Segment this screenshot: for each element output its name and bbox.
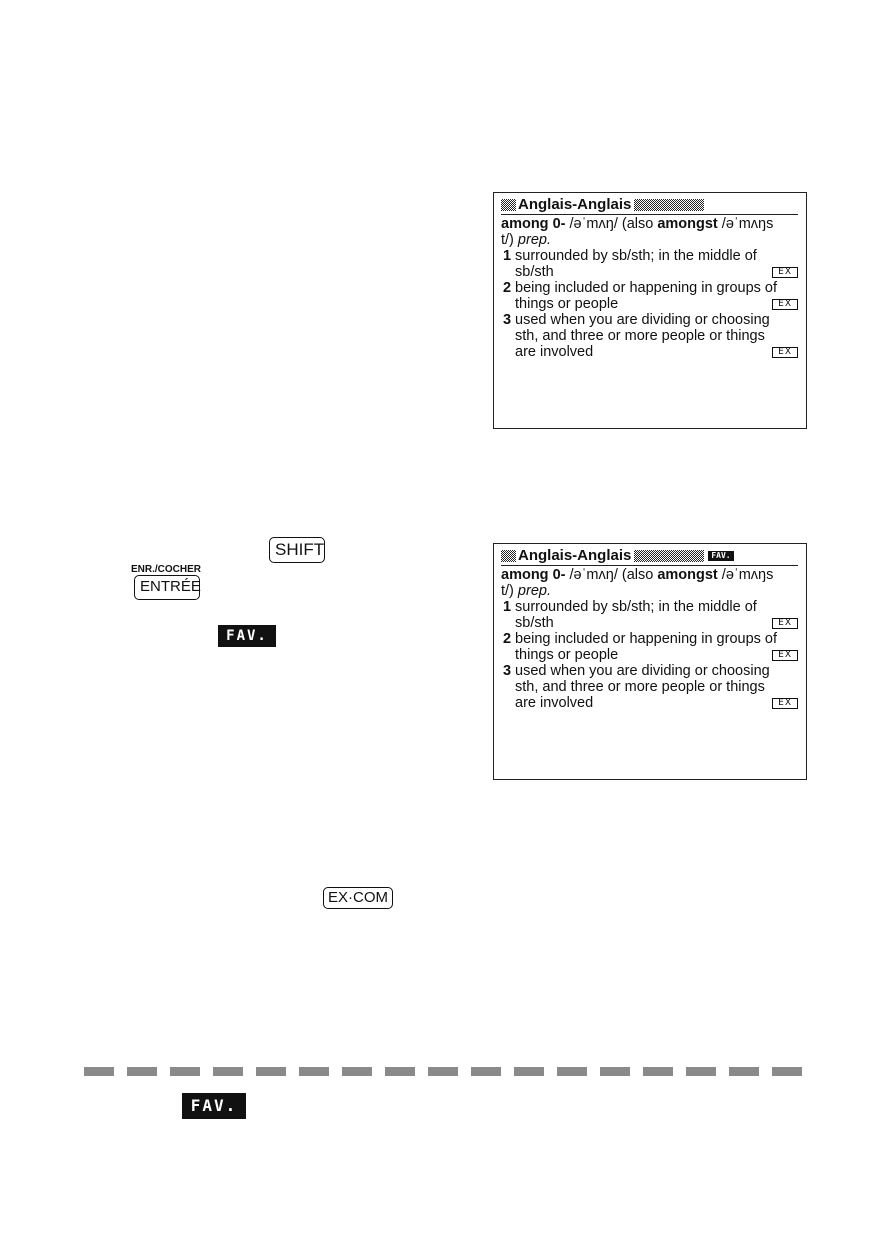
sense-text: being included or happening in groups of (515, 631, 778, 647)
sense-text: sth, and three or more people or things (515, 328, 765, 344)
alt-headword: amongst (657, 216, 718, 232)
screen-header (501, 547, 798, 566)
sense-text: surrounded by sb/sth; in the middle of (515, 599, 757, 615)
sense-text: things or people (515, 296, 619, 312)
entree-key[interactable]: ENTRÉE (134, 575, 200, 600)
entry-line-2 (501, 583, 798, 599)
fav-icon: FAV. (218, 625, 276, 647)
fav-icon: FAV. (708, 551, 733, 561)
key-word-icon: 0‑ (552, 216, 566, 232)
header-pattern-left (501, 550, 516, 562)
sense-number: 1 (503, 599, 512, 615)
sense-text: things or people (515, 647, 619, 663)
sense-text: are involved (515, 695, 594, 711)
sense-text: used when you are dividing or choosing (515, 663, 770, 679)
sense-1[interactable] (501, 599, 798, 631)
alt-pronunciation: /əˈmʌŋs (721, 567, 774, 583)
part-of-speech: prep. (517, 583, 551, 599)
example-button[interactable]: EX (772, 698, 798, 709)
alt-headword: amongst (657, 567, 718, 583)
sense-number: 3 (503, 312, 512, 328)
sense-2[interactable] (501, 280, 798, 312)
header-pattern-right (634, 199, 704, 211)
dictionary-title: Anglais-Anglais (518, 196, 632, 213)
sense-2[interactable] (501, 631, 798, 663)
sense-text: sth, and three or more people or things (515, 679, 765, 695)
entree-key-label: ENR./COCHER (131, 564, 202, 575)
shift-key[interactable]: SHIFT (269, 537, 325, 563)
sense-number: 1 (503, 248, 512, 264)
example-button[interactable]: EX (772, 267, 798, 278)
header-pattern-left (501, 199, 516, 211)
header-pattern-right (634, 550, 704, 562)
sense-3[interactable] (501, 663, 798, 711)
sense-text: sb/sth (515, 264, 554, 280)
entry-line-1 (501, 567, 798, 583)
sense-text: are involved (515, 344, 594, 360)
sense-3[interactable] (501, 312, 798, 360)
example-button[interactable]: EX (772, 347, 798, 358)
example-button[interactable]: EX (772, 650, 798, 661)
sense-text: surrounded by sb/sth; in the middle of (515, 248, 757, 264)
dictionary-screen-after (493, 543, 807, 780)
dictionary-screen-before (493, 192, 807, 429)
headword: among (501, 567, 549, 583)
key-word-icon: 0‑ (552, 567, 566, 583)
screen-header (501, 196, 798, 215)
alt-pronunciation: /əˈmʌŋs (721, 216, 774, 232)
entry-line-2 (501, 232, 798, 248)
dictionary-title: Anglais-Anglais (518, 547, 632, 564)
pronunciation: /əˈmʌŋ/ (also (569, 567, 658, 583)
pronunciation: /əˈmʌŋ/ (also (569, 216, 658, 232)
pronunciation-cont: t/) (501, 232, 518, 248)
example-button[interactable]: EX (772, 299, 798, 310)
sense-number: 3 (503, 663, 512, 679)
sense-text: being included or happening in groups of (515, 280, 778, 296)
entry-line-1 (501, 216, 798, 232)
sense-1[interactable] (501, 248, 798, 280)
sense-number: 2 (503, 631, 512, 647)
excom-key[interactable]: EX·COM (323, 887, 393, 909)
headword: among (501, 216, 549, 232)
part-of-speech: prep. (517, 232, 551, 248)
sense-text: used when you are dividing or choosing (515, 312, 770, 328)
note-separator (84, 1067, 808, 1076)
fav-icon-note: FAV. (182, 1093, 246, 1119)
sense-text: sb/sth (515, 615, 554, 631)
pronunciation-cont: t/) (501, 583, 518, 599)
sense-number: 2 (503, 280, 512, 296)
example-button[interactable]: EX (772, 618, 798, 629)
